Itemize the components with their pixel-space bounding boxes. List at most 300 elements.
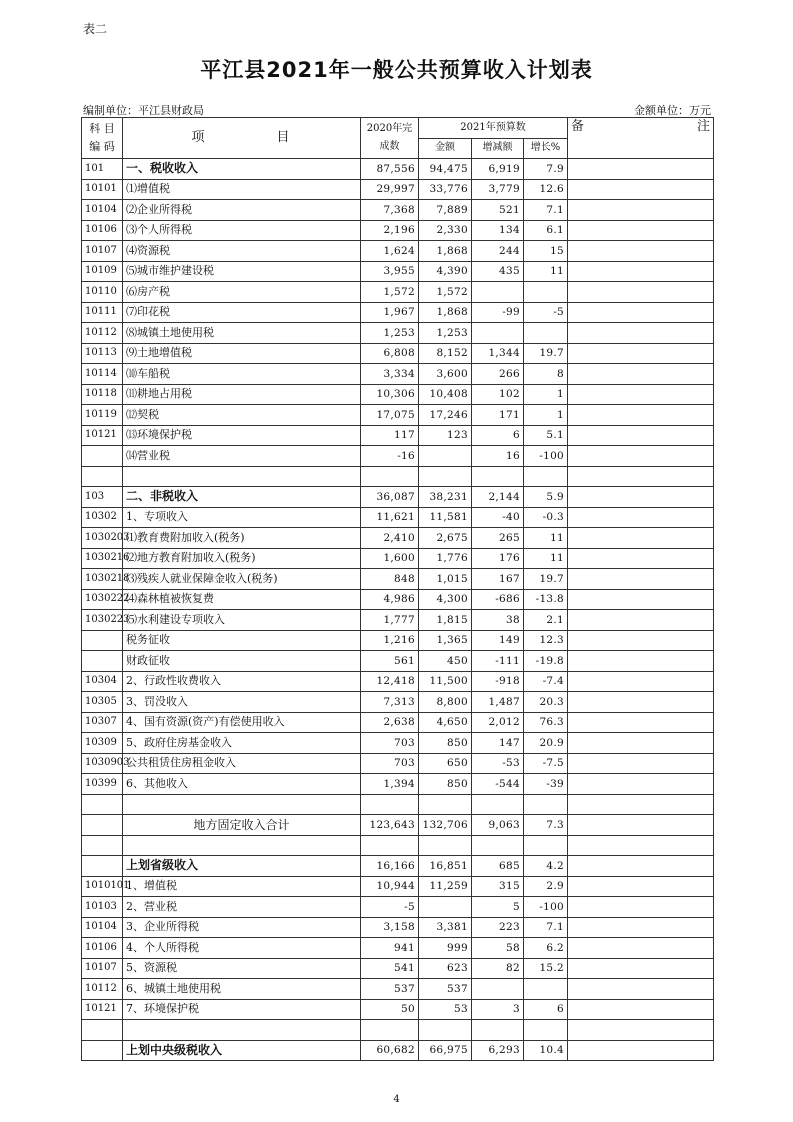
row-code [82,835,123,856]
row-growth: 2.1 [524,610,568,631]
row-growth: 15.2 [524,958,568,979]
row-code: 10307 [82,712,123,733]
row-remark [568,815,714,836]
row-item-name [123,446,361,467]
row-amount: 1,365 [419,630,472,651]
row-change: 2,012 [472,712,524,733]
header-remark [568,118,714,159]
row-remark [568,507,714,528]
table-row [82,794,714,815]
table-row [82,979,714,1000]
row-amount: 3,381 [419,917,472,938]
row-code: 10304 [82,671,123,692]
row-change: 5 [472,897,524,918]
row-item-name [123,958,361,979]
row-code: 10112 [82,979,123,1000]
row-prev-year: 1,394 [361,774,419,795]
row-change: -40 [472,507,524,528]
table-row [82,507,714,528]
row-growth: 2.9 [524,876,568,897]
row-item-name [123,343,361,364]
row-amount: 1,253 [419,323,472,344]
row-item-name [123,753,361,774]
row-growth: 5.9 [524,487,568,508]
row-item-text: ⑸城市维护建设税 [126,264,214,278]
row-amount: 4,300 [419,589,472,610]
row-prev-year: 1,967 [361,302,419,323]
row-prev-year: 10,306 [361,384,419,405]
row-remark [568,466,714,487]
row-item-text: ⑿契税 [126,407,159,421]
row-prev-year: 7,368 [361,200,419,221]
row-item-text: ⑼土地增值税 [126,346,192,360]
row-growth [524,323,568,344]
row-growth: -100 [524,897,568,918]
row-change: 265 [472,528,524,549]
row-item-text: 7、环境保护税 [126,1002,199,1016]
row-growth [524,979,568,1000]
row-remark [568,323,714,344]
row-item-name [123,487,361,508]
row-item-name [123,651,361,672]
row-remark [568,220,714,241]
row-prev-year: 4,986 [361,589,419,610]
row-item-name [123,220,361,241]
row-growth: -39 [524,774,568,795]
row-item-name [123,979,361,1000]
header-remark-b: 注 [697,119,711,134]
row-amount [419,897,472,918]
table-row [82,897,714,918]
row-change: 9,063 [472,815,524,836]
row-amount [419,466,472,487]
row-code: 10103 [82,897,123,918]
row-remark [568,179,714,200]
table-row [82,774,714,795]
row-code [82,1040,123,1061]
row-code [82,630,123,651]
row-remark [568,487,714,508]
row-prev-year: 848 [361,569,419,590]
row-change: 685 [472,856,524,877]
row-amount: 2,675 [419,528,472,549]
row-prev-year: 537 [361,979,419,1000]
page-title: 平江县2021年一般公共预算收入计划表 [200,58,593,82]
row-change: 38 [472,610,524,631]
row-change: 266 [472,364,524,385]
row-change [472,835,524,856]
row-amount: 999 [419,938,472,959]
row-change: 102 [472,384,524,405]
row-growth: 1 [524,405,568,426]
row-remark [568,343,714,364]
row-item-name [123,302,361,323]
table-row [82,692,714,713]
row-remark [568,999,714,1020]
row-remark [568,159,714,180]
row-item-name [123,856,361,877]
row-growth: 7.1 [524,200,568,221]
row-amount: 7,889 [419,200,472,221]
row-item-text: 2、营业税 [126,899,177,913]
row-remark [568,753,714,774]
row-prev-year: 3,955 [361,261,419,282]
row-prev-year: 36,087 [361,487,419,508]
row-item-text: 上划中央级税收入 [126,1042,223,1057]
row-item-name [123,938,361,959]
row-prev-year: 12,418 [361,671,419,692]
table-row [82,569,714,590]
row-code: 10112 [82,323,123,344]
table-row [82,835,714,856]
row-prev-year: 87,556 [361,159,419,180]
row-growth: 12.6 [524,179,568,200]
row-prev-year: 703 [361,753,419,774]
row-remark [568,917,714,938]
row-amount: 16,851 [419,856,472,877]
row-item-text: ⑽车船税 [126,366,170,380]
row-item-text: 公共租赁住房租金收入 [126,756,236,770]
row-code: 10121 [82,425,123,446]
row-code: 10302 [82,507,123,528]
table-row [82,261,714,282]
row-item-name [123,610,361,631]
row-item-name [123,712,361,733]
row-item-name [123,323,361,344]
row-item-text: ⒁营业税 [126,448,170,462]
row-item-name [123,815,361,836]
row-item-name [123,261,361,282]
table-body [82,159,714,1061]
row-growth: 11 [524,548,568,569]
row-item-text: 3、罚没收入 [126,694,188,708]
row-amount: 8,800 [419,692,472,713]
row-item-name [123,1020,361,1041]
row-amount: 132,706 [419,815,472,836]
row-remark [568,733,714,754]
row-change: 6,919 [472,159,524,180]
row-amount: 650 [419,753,472,774]
row-item-text: 一、税收收入 [126,161,199,176]
table-row [82,302,714,323]
row-amount: 4,390 [419,261,472,282]
row-amount: 1,776 [419,548,472,569]
table-row [82,179,714,200]
row-amount [419,794,472,815]
row-item-text: 5、资源税 [126,961,177,975]
row-code: 10104 [82,917,123,938]
row-growth: -100 [524,446,568,467]
header-remark-a: 备 [571,119,585,134]
row-item-text: ⑴增值税 [126,182,170,196]
row-code: 10106 [82,938,123,959]
row-growth [524,794,568,815]
row-change: 16 [472,446,524,467]
row-item-name [123,774,361,795]
row-code: 10309 [82,733,123,754]
row-code: 10118 [82,384,123,405]
row-code: 10104 [82,200,123,221]
row-code [82,856,123,877]
row-growth: 20.3 [524,692,568,713]
row-amount: 33,776 [419,179,472,200]
row-code: 10107 [82,241,123,262]
row-growth: 7.1 [524,917,568,938]
row-growth: 76.3 [524,712,568,733]
row-prev-year: 1,572 [361,282,419,303]
row-remark [568,384,714,405]
row-prev-year [361,466,419,487]
row-remark [568,241,714,262]
table-row [82,1020,714,1041]
row-growth: 12.3 [524,630,568,651]
row-item-name [123,835,361,856]
row-item-name [123,999,361,1020]
row-remark [568,630,714,651]
row-item-name [123,282,361,303]
row-code: 1010101 [82,876,123,897]
row-growth: 11 [524,261,568,282]
header-prev-year-text: 2020年完 成数 [366,123,413,152]
table-row [82,938,714,959]
table-row [82,466,714,487]
row-remark [568,794,714,815]
row-change: 244 [472,241,524,262]
row-item-text: ⑺印花税 [126,305,170,319]
table-row [82,999,714,1020]
row-item-name [123,200,361,221]
row-amount: 11,500 [419,671,472,692]
row-code: 10399 [82,774,123,795]
row-remark [568,548,714,569]
row-amount: 17,246 [419,405,472,426]
row-item-name [123,548,361,569]
row-prev-year: 2,196 [361,220,419,241]
row-remark [568,958,714,979]
table-row [82,200,714,221]
row-code: 10113 [82,343,123,364]
row-growth: 19.7 [524,569,568,590]
row-growth: -7.5 [524,753,568,774]
row-change: 82 [472,958,524,979]
row-prev-year: 6,808 [361,343,419,364]
row-growth: 10.4 [524,1040,568,1061]
row-item-name [123,569,361,590]
row-item-name [123,364,361,385]
row-item-text: 上划省级收入 [126,858,199,873]
row-remark [568,856,714,877]
row-growth: 5.1 [524,425,568,446]
row-change: 6 [472,425,524,446]
table-row [82,384,714,405]
row-prev-year: 1,777 [361,610,419,631]
table-row [82,1040,714,1061]
row-prev-year: 2,638 [361,712,419,733]
row-growth: 20.9 [524,733,568,754]
row-remark [568,302,714,323]
row-remark [568,938,714,959]
row-amount: 450 [419,651,472,672]
row-prev-year: 941 [361,938,419,959]
row-amount: 850 [419,733,472,754]
row-item-name [123,1040,361,1061]
row-remark [568,425,714,446]
row-growth: 6.1 [524,220,568,241]
row-prev-year [361,1020,419,1041]
row-change: 176 [472,548,524,569]
row-item-text: 6、其他收入 [126,776,188,790]
row-remark [568,569,714,590]
row-amount: 8,152 [419,343,472,364]
table-row [82,651,714,672]
row-amount [419,446,472,467]
row-item-name [123,897,361,918]
row-code: 1030203 [82,528,123,549]
row-change: 1,344 [472,343,524,364]
row-amount: 1,815 [419,610,472,631]
row-change: -918 [472,671,524,692]
row-remark [568,261,714,282]
row-amount: 94,475 [419,159,472,180]
table-row [82,425,714,446]
row-amount: 623 [419,958,472,979]
row-code: 1030222 [82,589,123,610]
row-item-name [123,528,361,549]
row-growth: 11 [524,528,568,549]
row-code [82,815,123,836]
row-remark [568,712,714,733]
row-change: 1,487 [472,692,524,713]
row-code: 10109 [82,261,123,282]
row-growth [524,466,568,487]
row-item-text: 二、非税收入 [126,489,199,504]
row-item-name [123,630,361,651]
row-code: 10101 [82,179,123,200]
row-growth: 7.3 [524,815,568,836]
row-prev-year: 17,075 [361,405,419,426]
table-row [82,671,714,692]
row-change: 167 [472,569,524,590]
row-code: 1030218 [82,569,123,590]
row-prev-year: 1,253 [361,323,419,344]
row-item-name [123,241,361,262]
row-prev-year: 60,682 [361,1040,419,1061]
row-change: 3,779 [472,179,524,200]
row-code: 10110 [82,282,123,303]
row-item-text: ⑵地方教育附加收入(税务) [126,551,256,565]
row-prev-year: 16,166 [361,856,419,877]
table-row [82,241,714,262]
row-growth: 7.9 [524,159,568,180]
row-amount: 4,650 [419,712,472,733]
row-code: 10121 [82,999,123,1020]
row-change: 6,293 [472,1040,524,1061]
row-change: -544 [472,774,524,795]
row-item-name [123,507,361,528]
row-change: 171 [472,405,524,426]
header-code-text: 科 目 编 码 [89,122,115,153]
row-remark [568,200,714,221]
row-code [82,651,123,672]
row-prev-year: 11,621 [361,507,419,528]
table-number-label: 表二 [83,22,108,36]
row-item-text: 6、城镇土地使用税 [126,981,221,995]
row-growth: 6.2 [524,938,568,959]
header-budget-group: 2021年预算数 [419,118,568,139]
row-prev-year: 541 [361,958,419,979]
row-code: 10111 [82,302,123,323]
table-row [82,712,714,733]
table-row [82,958,714,979]
row-remark [568,651,714,672]
row-item-name [123,405,361,426]
table-row [82,548,714,569]
row-item-text: 地方固定收入合计 [193,817,290,832]
row-prev-year: 3,158 [361,917,419,938]
row-growth: -7.4 [524,671,568,692]
row-prev-year: 2,410 [361,528,419,549]
row-item-text: ⑵企业所得税 [126,202,192,216]
row-item-name [123,692,361,713]
row-prev-year: 10,944 [361,876,419,897]
row-prev-year [361,835,419,856]
row-prev-year: 117 [361,425,419,446]
row-code [82,1020,123,1041]
row-remark [568,1020,714,1041]
row-prev-year: 1,624 [361,241,419,262]
row-code: 10107 [82,958,123,979]
row-remark [568,979,714,1000]
row-item-text: ⑾耕地占用税 [126,387,192,401]
table-row [82,815,714,836]
header-prev-year [361,118,419,159]
table-row [82,528,714,549]
row-code: 10114 [82,364,123,385]
row-item-text: ⑴教育费附加收入(税务) [126,530,245,544]
table-row [82,917,714,938]
row-code: 1030903 [82,753,123,774]
row-amount: 3,600 [419,364,472,385]
row-prev-year: -16 [361,446,419,467]
row-change [472,282,524,303]
header-growth: 增长% [524,138,568,159]
row-change: 521 [472,200,524,221]
row-item-name [123,671,361,692]
row-remark [568,692,714,713]
row-change: -686 [472,589,524,610]
row-change: 134 [472,220,524,241]
table-row [82,282,714,303]
row-code: 10119 [82,405,123,426]
row-item-text: ⑹房产税 [126,284,170,298]
table-row [82,220,714,241]
header-item-b: 目 [276,130,292,145]
row-amount: 66,975 [419,1040,472,1061]
row-amount: 10,408 [419,384,472,405]
row-item-text: 财政征收 [126,653,170,667]
row-change: -99 [472,302,524,323]
compiling-unit: 编制单位：平江县财政局 [83,104,204,117]
row-prev-year: 50 [361,999,419,1020]
row-remark [568,671,714,692]
row-change [472,466,524,487]
row-remark [568,405,714,426]
table-row [82,753,714,774]
row-item-name [123,589,361,610]
row-growth [524,282,568,303]
row-prev-year: 561 [361,651,419,672]
row-code: 10106 [82,220,123,241]
